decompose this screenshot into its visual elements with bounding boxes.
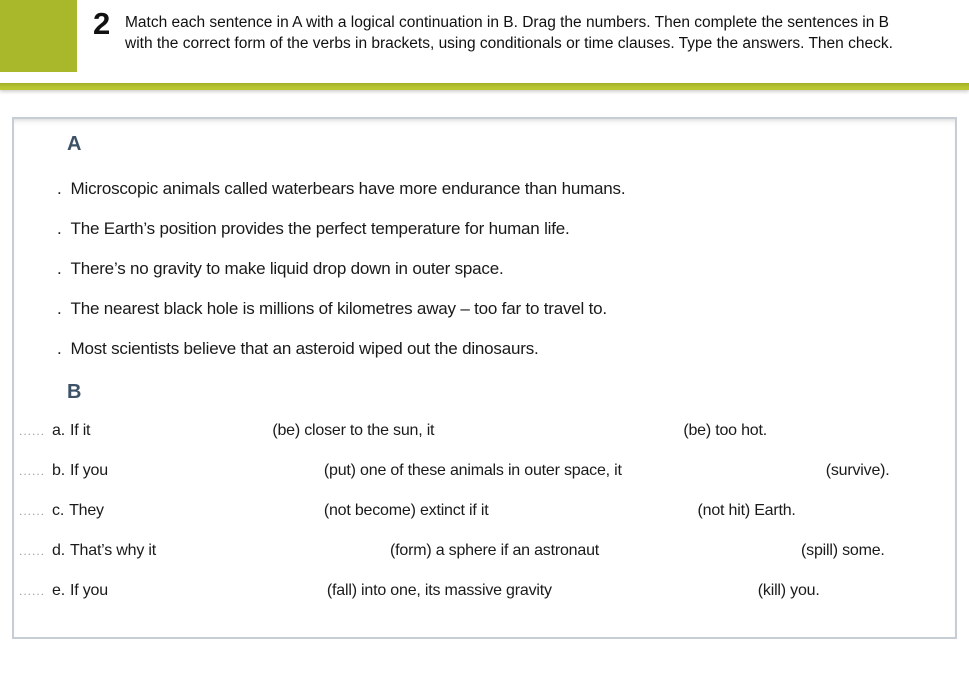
answer-input[interactable] — [158, 538, 388, 564]
item-label: b. — [52, 462, 65, 479]
header-divider-rule — [0, 83, 969, 90]
verb-hint: (not become) extinct if it — [323, 502, 489, 519]
verb-hint: (be) closer to the sun, it — [272, 422, 435, 439]
answer-input[interactable] — [491, 498, 696, 524]
number-drop-slot[interactable]: ...... — [19, 544, 46, 558]
item-label: a. — [52, 422, 65, 439]
exercise-panel — [12, 117, 957, 639]
exercise-accent-square — [0, 0, 77, 72]
verb-hint: (kill) you. — [757, 582, 820, 599]
item-label: e. — [52, 582, 65, 599]
number-slot-dot[interactable]: . — [57, 219, 62, 238]
gapfill-row — [14, 571, 955, 611]
sentence-text: There’s no gravity to make liquid drop down in outer space. — [70, 259, 504, 278]
verb-hint: (put) one of these animals in outer space, it — [323, 462, 622, 479]
exercise-number: 2 — [93, 6, 111, 41]
list-item — [14, 209, 955, 249]
number-drop-slot[interactable]: ...... — [19, 464, 46, 478]
section-a-list — [14, 169, 955, 369]
answer-input[interactable] — [624, 458, 824, 484]
sentence-lead: If it — [69, 422, 91, 439]
section-b-heading: B — [67, 381, 82, 403]
sentence-lead: If you — [69, 462, 108, 479]
sentence-text: The nearest black hole is millions of kilometres away – too far to travel to. — [70, 299, 607, 318]
answer-input[interactable] — [436, 418, 681, 444]
number-drop-slot[interactable]: ...... — [19, 424, 46, 438]
answer-input[interactable] — [554, 578, 756, 604]
list-item — [14, 169, 955, 209]
answer-input[interactable] — [110, 578, 325, 604]
item-label: c. — [52, 502, 65, 519]
gapfill-row — [14, 531, 955, 571]
verb-hint: (not hit) Earth. — [697, 502, 796, 519]
exercise-instructions: Match each sentence in A with a logical continuation in B. Drag the numbers. Then complete the sentences in B with the correct form of the verbs in brackets, using conditionals or time clauses. Type the answers. Then check. — [125, 14, 893, 52]
section-a-heading: A — [67, 133, 82, 155]
sentence-lead: They — [69, 502, 104, 519]
sentence-text: The Earth’s position provides the perfect temperature for human life. — [70, 219, 570, 238]
list-item — [14, 249, 955, 289]
answer-input[interactable] — [106, 498, 322, 524]
verb-hint: (survive). — [825, 462, 890, 479]
sentence-lead: If you — [69, 582, 108, 599]
gapfill-row — [14, 491, 955, 531]
answer-input[interactable] — [601, 538, 799, 564]
number-slot-dot[interactable]: . — [57, 259, 62, 278]
list-item — [14, 289, 955, 329]
sentence-lead: That’s why it — [69, 542, 156, 559]
verb-hint: (be) too hot. — [683, 422, 767, 439]
number-slot-dot[interactable]: . — [57, 179, 62, 198]
number-drop-slot[interactable]: ...... — [19, 504, 46, 518]
sentence-text: Most scientists believe that an asteroid wiped out the dinosaurs. — [70, 339, 539, 358]
gapfill-row — [14, 451, 955, 491]
verb-hint: (spill) some. — [801, 542, 885, 559]
number-slot-dot[interactable]: . — [57, 299, 62, 318]
verb-hint: (fall) into one, its massive gravity — [326, 582, 552, 599]
section-b-list — [14, 411, 955, 611]
answer-input[interactable] — [110, 458, 322, 484]
sentence-text: Microscopic animals called waterbears have more endurance than humans. — [70, 179, 626, 198]
gapfill-row — [14, 411, 955, 451]
number-slot-dot[interactable]: . — [57, 339, 62, 358]
list-item — [14, 329, 955, 369]
number-drop-slot[interactable]: ...... — [19, 584, 46, 598]
item-label: d. — [52, 542, 65, 559]
verb-hint: (form) a sphere if an astronaut — [390, 542, 600, 559]
answer-input[interactable] — [92, 418, 270, 444]
